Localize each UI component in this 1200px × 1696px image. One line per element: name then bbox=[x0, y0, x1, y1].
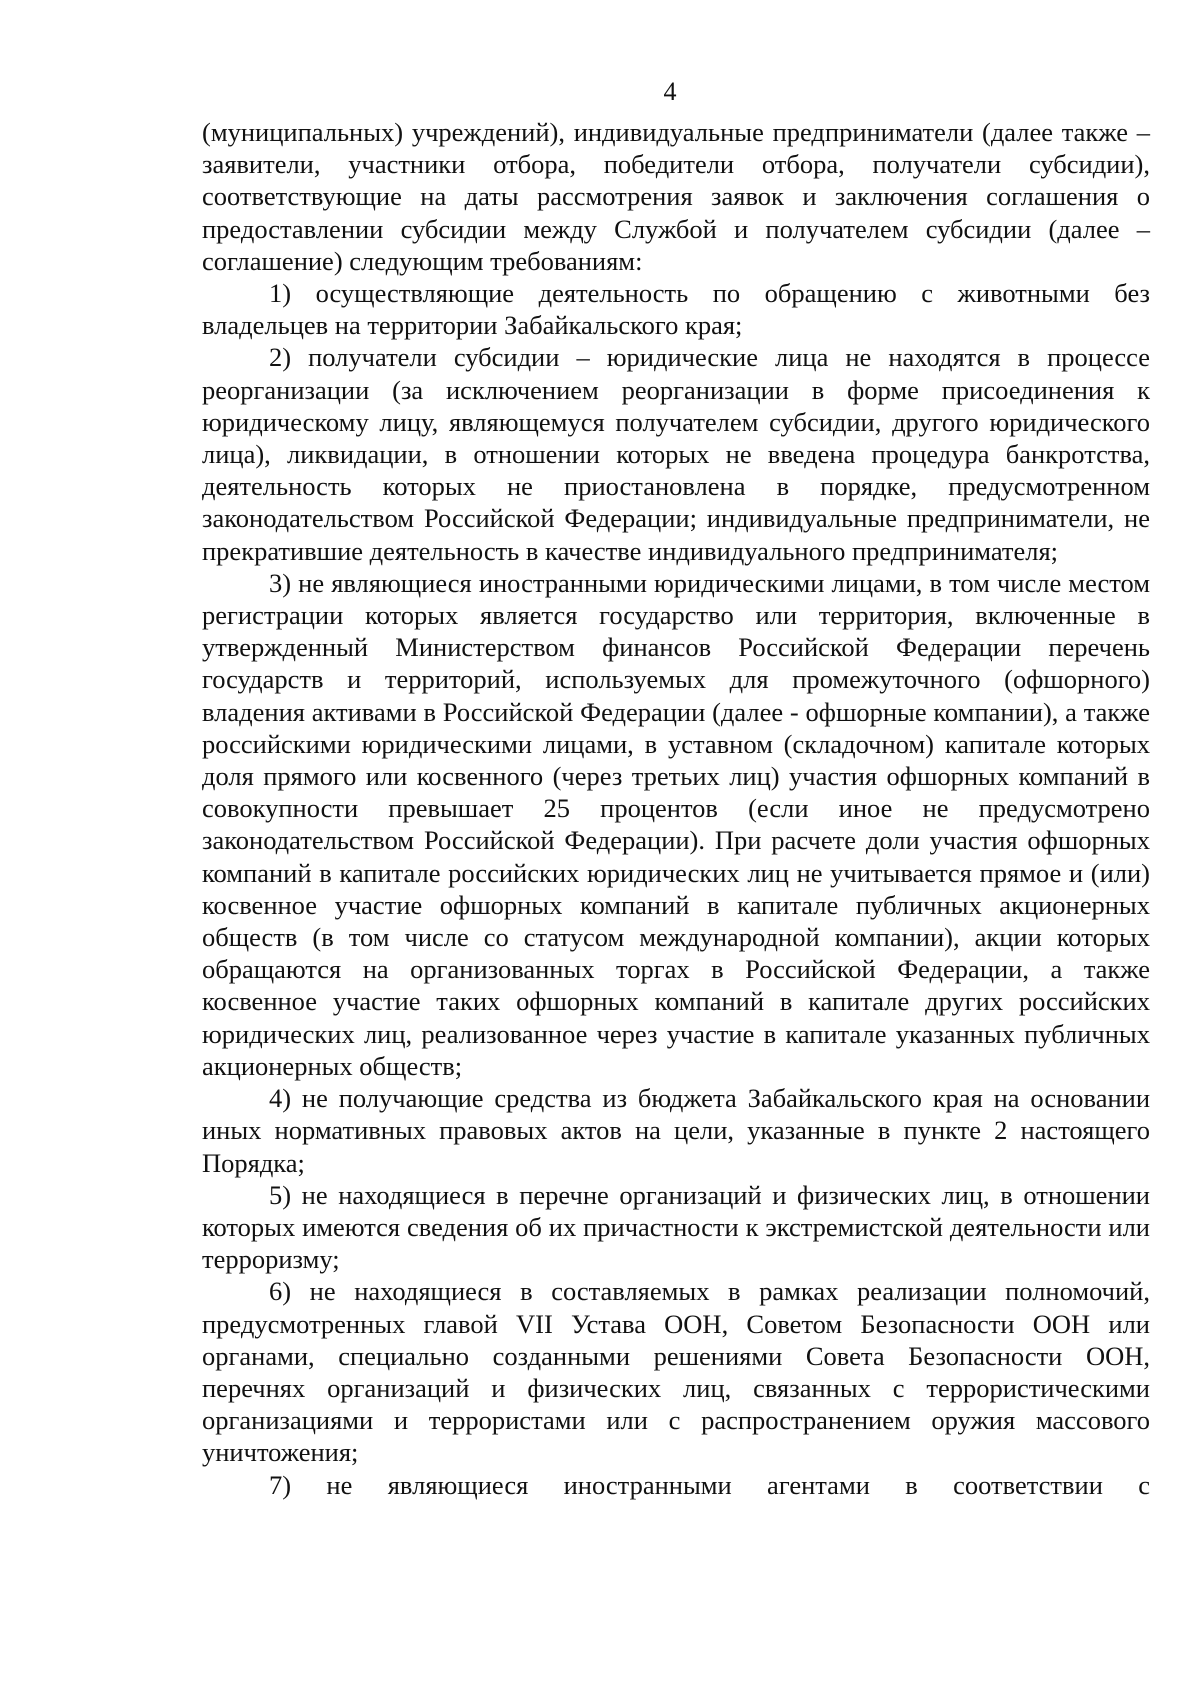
paragraph-item-3: 3) не являющиеся иностранными юридическими лицами, в том числе местом регистрации которых является государство или территория, включенные в утвержденный Министерством финансов Российской Федерации перечень государств и территорий, используемых для промежуточного (офшорного) владения активами в Российской Федерации (далее - офшорные компании), а также российскими юридическими лицами, в уставном (складочном) капитале которых доля прямого или косвенного (через третьих лиц) участия офшорных компаний в совокупности превышает 25 процентов (если иное не предусмотрено законодательством Российской Федерации). При расчете доли участия офшорных компаний в капитале российских юридических лиц не учитывается прямое и (или) косвенное участие офшорных компаний в капитале публичных акционерных обществ (в том числе со статусом международной компании), акции которых обращаются на организованных торгах в Российской Федерации, а также косвенное участие таких офшорных компаний в капитале других российских юридических лиц, реализованное через участие в капитале указанных публичных акционерных обществ; bbox=[202, 567, 1150, 1081]
paragraph-item-7: 7) не являющиеся иностранными агентами в соответствии с bbox=[269, 1469, 1150, 1500]
paragraph-item-4: 4) не получающие средства из бюджета Забайкальского края на основании иных нормативных правовых актов на цели, указанные в пункте 2 настоящего Порядка; bbox=[202, 1083, 1150, 1178]
page-number: 4 bbox=[663, 77, 677, 106]
paragraph-item-6: 6) не находящиеся в составляемых в рамках реализации полномочий, предусмотренных главой VII Устава ООН, Советом Безопасности ООН или органами, специально созданными решениями Совета Безопасности ООН, перечнях организаций и физических лиц, связанных с террористическими организациями и террористами или с распространением оружия массового уничтожения; bbox=[202, 1276, 1150, 1468]
paragraph-item-2: 2) получатели субсидии – юридические лица не находятся в процессе реорганизации (за исключением реорганизации в форме присоединения к юридическому лицу, являющемуся получателем субсидии, другого юридического лица), ликвидации, в отношении которых не введена процедура банкротства, деятельность которых не приостановлена в порядке, предусмотренном законодательством Российской Федерации; индивидуальные предприниматели, не прекратившие деятельность в качестве индивидуального предпринимателя; bbox=[202, 342, 1150, 566]
paragraph-continuation: (муниципальных) учреждений), индивидуальные предприниматели (далее также – заявители, участники отбора, победители отбора, получатели субсидии), соответствующие на даты рассмотрения заявок и заключения соглашения о предоставлении субсидии между Службой и получателем субсидии (далее – соглашение) следующим требованиям: bbox=[202, 117, 1150, 276]
paragraph-item-5: 5) не находящиеся в перечне организаций и физических лиц, в отношении которых имеются сведения об их причастности к экстремистской деятельности или терроризму; bbox=[202, 1179, 1150, 1275]
document-body bbox=[202, 116, 1150, 1501]
paragraph-item-1: 1) осуществляющие деятельность по обращению с животными без владельцев на территории Забайкальского края; bbox=[202, 278, 1150, 341]
